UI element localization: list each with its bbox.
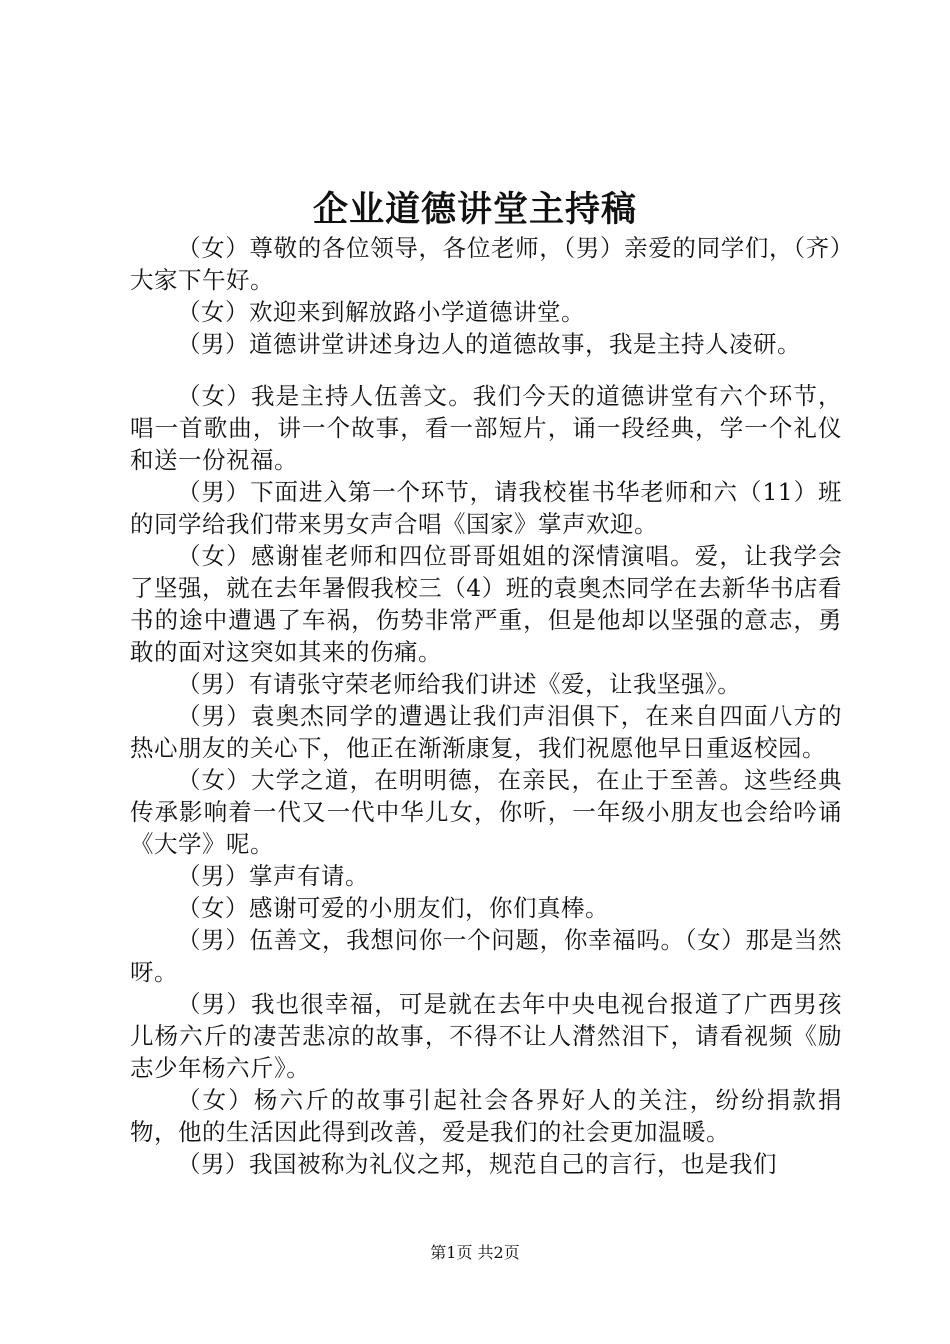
paragraph-14: （女）杨六斤的故事引起社会各界好人的关注，纷纷捐款捐物，他的生活因此得到改善，爱是我们的社会更加温暖。 bbox=[130, 1086, 842, 1146]
paragraph-7: （男）有请张守荣老师给我们讲述《爱，让我坚强》。 bbox=[177, 670, 742, 698]
paragraph-5: （男）下面进入第一个环节，请我校崔书华老师和六（11）班的同学给我们带来男女声合唱《国家》掌声欢迎。 bbox=[130, 478, 842, 538]
paragraph-6: （女）感谢崔老师和四位哥哥姐姐的深情演唱。爱，让我学会了坚强，就在去年暑假我校三（4）班的袁奥杰同学在去新华书店看书的途中遭遇了车祸，伤势非常严重，但是他却以坚强的意志，勇敢的面对这突如其来的伤痛。 bbox=[130, 542, 842, 666]
paragraph-10: （男）掌声有请。 bbox=[177, 862, 369, 890]
paragraph-9: （女）大学之道，在明明德，在亲民，在止于至善。这些经典传承影响着一代又一代中华儿女，你听，一年级小朋友也会给吟诵《大学》呢。 bbox=[130, 766, 842, 858]
paragraph-13: （男）我也很幸福，可是就在去年中央电视台报道了广西男孩儿杨六斤的凄苦悲凉的故事，不得不让人潸然泪下，请看视频《励志少年杨六斤》。 bbox=[130, 990, 842, 1082]
paragraph-15: （男）我国被称为礼仪之邦，规范自己的言行，也是我们 bbox=[177, 1150, 777, 1178]
paragraph-2: （女）欢迎来到解放路小学道德讲堂。 bbox=[177, 298, 585, 326]
page-footer: 第1页 共2页 bbox=[430, 1243, 520, 1262]
paragraph-4: （女）我是主持人伍善文。我们今天的道德讲堂有六个环节，唱一首歌曲，讲一个故事，看一部短片，诵一段经典，学一个礼仪和送一份祝福。 bbox=[130, 382, 842, 474]
paragraph-8: （男）袁奥杰同学的遭遇让我们声泪俱下，在来自四面八方的热心朋友的关心下，他正在渐渐康复，我们祝愿他早日重返校园。 bbox=[130, 702, 842, 762]
paragraph-12: （男）伍善文，我想问你一个问题，你幸福吗。（女）那是当然呀。 bbox=[130, 926, 842, 986]
document-title: 企业道德讲堂主持稿 bbox=[312, 189, 637, 230]
paragraph-11: （女）感谢可爱的小朋友们，你们真棒。 bbox=[177, 894, 609, 922]
document-body bbox=[130, 232, 842, 1180]
paragraph-1: （女）尊敬的各位领导，各位老师，（男）亲爱的同学们，（齐）大家下午好。 bbox=[130, 234, 842, 294]
paragraph-3: （男）道德讲堂讲述身边人的道德故事，我是主持人凌研。 bbox=[177, 330, 801, 358]
